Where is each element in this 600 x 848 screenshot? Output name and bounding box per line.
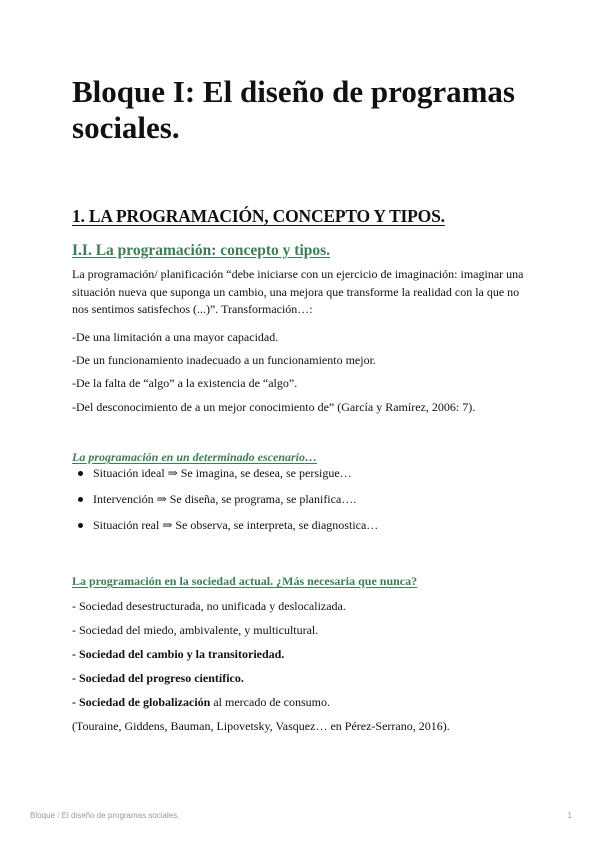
society-item-4: - Sociedad del progreso científico. (72, 671, 244, 685)
bullet-icon (78, 497, 83, 502)
list-item (78, 492, 378, 518)
list-item-text: Situación real ⇒ Se observa, se interpreta, se diagnostica… (93, 518, 379, 532)
citation: (Touraine, Giddens, Bauman, Lipovetsky, Vasquez… en Pérez-Serrano, 2016). (72, 719, 450, 733)
transformation-line-3: -De la falta de “algo” a la existencia de “algo”. (72, 376, 298, 390)
footer-document-name: El diseño de programas sociales. (61, 811, 180, 820)
transformation-line-4: -Del desconocimiento de a un mejor conocimiento de” (García y Ramírez, 2006: 7). (72, 400, 476, 414)
page-number: 1 (567, 811, 572, 820)
list-item (78, 466, 378, 492)
list-item (78, 518, 378, 544)
society-item-2: - Sociedad del miedo, ambivalente, y multicultural. (72, 623, 319, 637)
society-item-5-rest: al mercado de consumo. (210, 695, 330, 709)
footer-separator: I (57, 811, 60, 820)
transformation-line-1: -De una limitación a una mayor capacidad. (72, 330, 279, 344)
footer-label: Bloque (30, 811, 55, 820)
intro-paragraph: La programación/ planificación “debe iniciarse con un ejercicio de imaginación: imaginar una situación nueva que suponga un cambio, una mejora que transforme la realidad con la que no nos sentimos satisfechos (...)”. Transformación…: (72, 267, 524, 316)
society-item-5 (72, 695, 330, 710)
document-title: Bloque I: El diseño de programas sociales. (72, 74, 515, 145)
society-heading: La programación en la sociedad actual. ¿Más necesaria que nunca? (72, 574, 418, 588)
footer-title (30, 811, 179, 820)
list-item-text: Situación ideal ⇒ Se imagina, se desea, se persigue… (93, 466, 352, 480)
section-subheading: I.I. La programación: concepto y tipos. (72, 242, 331, 259)
section-heading: 1. LA PROGRAMACIÓN, CONCEPTO Y TIPOS. (72, 206, 445, 226)
society-item-1: - Sociedad desestructurada, no unificada y deslocalizada. (72, 599, 346, 613)
society-item-3: - Sociedad del cambio y la transitoriedad. (72, 647, 285, 661)
transformation-line-2: -De un funcionamiento inadecuado a un funcionamiento mejor. (72, 353, 376, 367)
bullet-icon (78, 471, 83, 476)
scenario-list (78, 466, 378, 544)
bullet-icon (78, 523, 83, 528)
list-item-text: Intervención ⇒ Se diseña, se programa, se planifica…. (93, 492, 357, 506)
scenario-heading: La programación en un determinado escenario… (72, 450, 318, 464)
society-item-5-bold: - Sociedad de globalización (72, 695, 211, 709)
